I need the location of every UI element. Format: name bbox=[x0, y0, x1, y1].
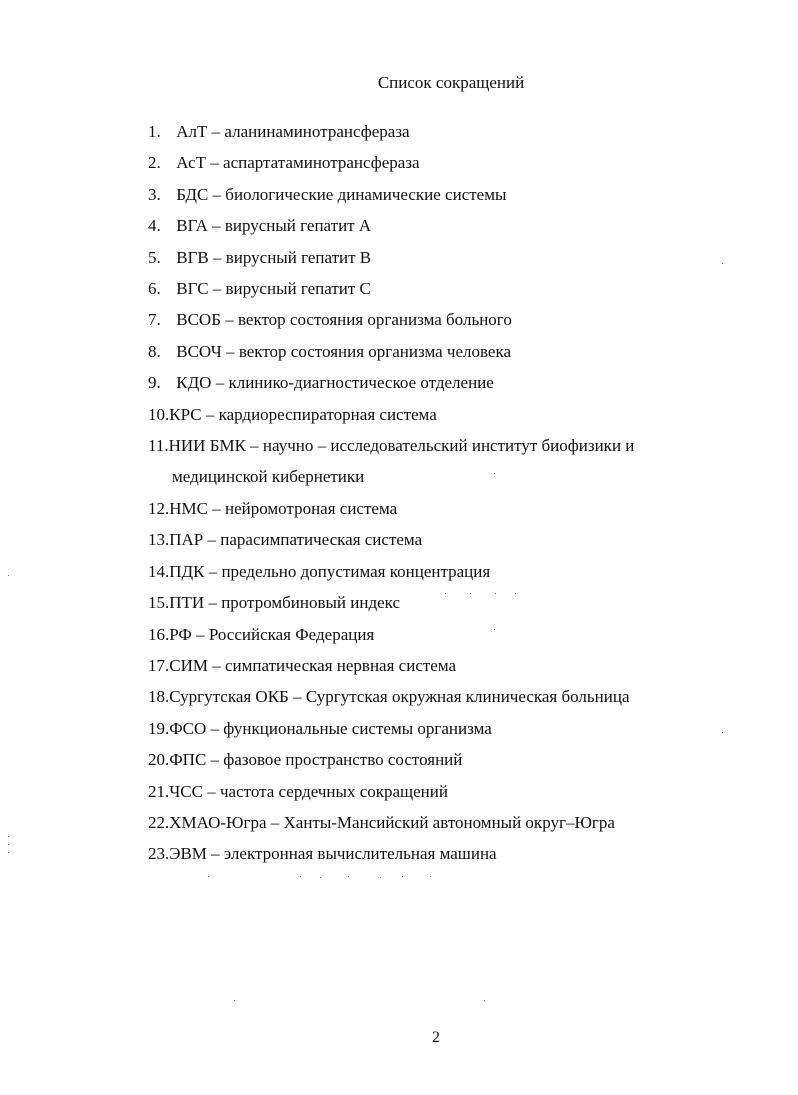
abbreviation-list bbox=[148, 116, 748, 870]
list-item bbox=[148, 681, 748, 712]
list-item bbox=[148, 242, 748, 273]
item-text: НМС – нейромотроная система bbox=[169, 498, 398, 518]
item-number: 18. bbox=[148, 687, 170, 707]
scan-speck bbox=[8, 852, 9, 853]
item-number: 13. bbox=[148, 530, 170, 550]
item-text: Сургутская ОКБ – Сургутская окружная клиническая больница bbox=[169, 687, 630, 707]
item-text: РФ – Российская Федерация bbox=[169, 624, 375, 644]
item-number: 14. bbox=[148, 561, 170, 581]
item-number: 7. bbox=[148, 310, 161, 330]
item-number: 16. bbox=[148, 624, 170, 644]
scan-speck bbox=[494, 629, 495, 630]
item-number: 20. bbox=[148, 750, 170, 770]
item-number: 6. bbox=[148, 279, 161, 299]
item-number: 19. bbox=[148, 718, 170, 738]
item-text: НИИ БМК – научно – исследовательский институт биофизики и bbox=[168, 436, 635, 456]
list-item bbox=[148, 556, 748, 587]
scan-speck bbox=[208, 876, 209, 877]
item-text: СИМ – симпатическая нервная система bbox=[169, 655, 457, 675]
scan-speck bbox=[722, 732, 723, 733]
item-text: КДО – клинико-диагностическое отделение bbox=[176, 373, 494, 393]
list-item bbox=[148, 650, 748, 681]
list-item bbox=[148, 493, 748, 524]
item-number: 21. bbox=[148, 781, 170, 801]
scan-speck bbox=[445, 593, 446, 594]
item-text: ФСО – функциональные системы организма bbox=[169, 718, 492, 738]
item-text: БДС – биологические динамические системы bbox=[176, 184, 507, 204]
list-item bbox=[148, 524, 748, 555]
scan-speck bbox=[348, 876, 349, 877]
item-text: ПДК – предельно допустимая концентрация bbox=[169, 561, 491, 581]
list-item bbox=[148, 336, 748, 367]
page-title: Список сокращений bbox=[377, 73, 525, 92]
item-number: 4. bbox=[148, 216, 161, 236]
list-item bbox=[148, 430, 748, 493]
list-item bbox=[148, 179, 748, 210]
list-item bbox=[148, 116, 748, 147]
scan-speck bbox=[515, 593, 516, 594]
item-text: ЧСС – частота сердечных сокращений bbox=[169, 781, 448, 801]
item-text: ПТИ – протромбиновый индекс bbox=[169, 593, 401, 613]
list-item bbox=[148, 838, 748, 869]
item-number: 9. bbox=[148, 373, 161, 393]
list-item bbox=[148, 399, 748, 430]
item-number: 23. bbox=[148, 844, 170, 864]
item-text: ЭВМ – электронная вычислительная машина bbox=[169, 844, 497, 864]
scan-speck bbox=[234, 1000, 235, 1001]
scan-speck bbox=[8, 844, 9, 845]
item-number: 15. bbox=[148, 593, 170, 613]
item-text: ФПС – фазовое пространство состояний bbox=[169, 750, 463, 770]
scan-speck bbox=[495, 593, 496, 594]
item-text-continuation: медицинской кибернетики bbox=[172, 467, 365, 487]
item-number: 11. bbox=[148, 436, 169, 456]
list-item bbox=[148, 744, 748, 775]
list-item bbox=[148, 273, 748, 304]
item-text: ПАР – парасимпатическая система bbox=[169, 530, 423, 550]
scan-speck bbox=[380, 877, 381, 878]
item-text: АлТ – аланинаминотрансфераза bbox=[176, 122, 410, 141]
item-number: 8. bbox=[148, 341, 161, 361]
item-number: 10. bbox=[148, 404, 170, 424]
scan-speck bbox=[470, 593, 471, 594]
scan-speck bbox=[722, 263, 723, 264]
item-number: 22. bbox=[148, 812, 170, 832]
list-item bbox=[148, 210, 748, 241]
scan-speck bbox=[402, 876, 403, 877]
list-item bbox=[148, 713, 748, 744]
scan-speck bbox=[430, 876, 431, 877]
item-number: 12. bbox=[148, 498, 170, 518]
item-number: 5. bbox=[148, 247, 161, 267]
scan-speck bbox=[320, 877, 321, 878]
scan-speck bbox=[300, 876, 301, 877]
list-item bbox=[148, 619, 748, 650]
scan-speck bbox=[494, 473, 495, 474]
scan-speck bbox=[8, 836, 9, 837]
item-text: ХМАО-Югра – Ханты-Мансийский автономный округ–Югра bbox=[169, 812, 615, 832]
scan-speck bbox=[8, 575, 9, 576]
list-item bbox=[148, 367, 748, 398]
item-text: ВСОЧ – вектор состояния организма человека bbox=[176, 341, 511, 361]
item-text: КРС – кардиореспираторная система bbox=[169, 404, 437, 424]
item-text: АсТ – аспартатаминотрансфераза bbox=[176, 153, 420, 173]
scan-speck bbox=[484, 1000, 485, 1001]
list-item bbox=[148, 776, 748, 807]
item-text: ВГС – вирусный гепатит С bbox=[176, 279, 371, 299]
item-number: 17. bbox=[148, 655, 170, 675]
item-number: 2. bbox=[148, 153, 161, 173]
list-item bbox=[148, 304, 748, 335]
item-text: ВГА – вирусный гепатит А bbox=[176, 216, 372, 236]
item-text: ВСОБ – вектор состояния организма больного bbox=[176, 310, 512, 330]
item-number: 1. bbox=[148, 122, 161, 141]
list-item bbox=[148, 587, 748, 618]
page-number: 2 bbox=[432, 1029, 440, 1046]
item-text: ВГВ – вирусный гепатит В bbox=[176, 247, 372, 267]
list-item bbox=[148, 807, 748, 838]
list-item bbox=[148, 147, 748, 178]
item-number: 3. bbox=[148, 184, 161, 204]
